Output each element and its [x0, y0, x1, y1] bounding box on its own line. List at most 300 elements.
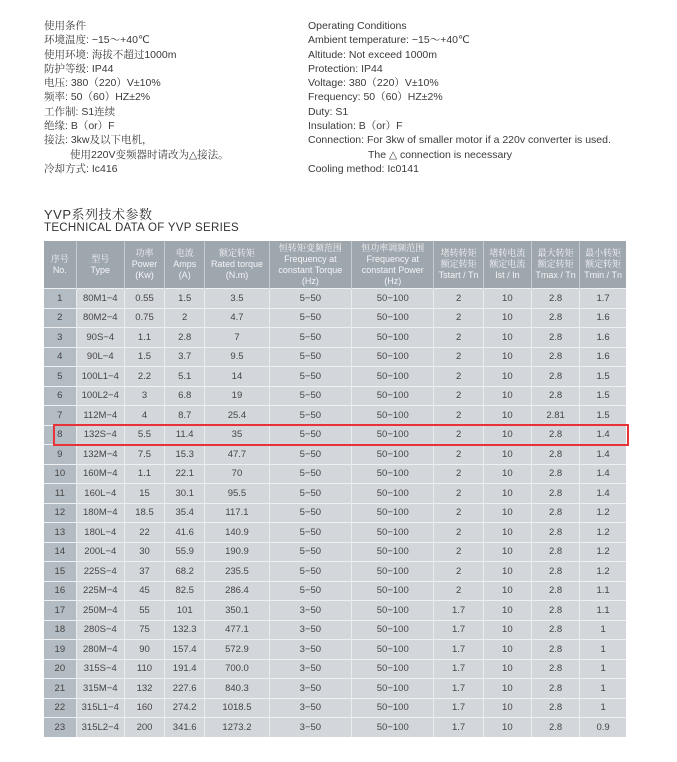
table-row [44, 386, 626, 406]
operating-conditions-chinese [44, 19, 294, 176]
table-cell: 1.7 [434, 640, 483, 660]
condition-line: Protection: IP44 [308, 62, 383, 75]
condition-line: Duty: S1 [308, 105, 349, 118]
condition-line: Voltage: 380（220）V±10% [308, 77, 439, 90]
table-cell: 3.7 [165, 347, 205, 367]
table-cell: 132.3 [165, 620, 205, 640]
row-number-cell: 5 [44, 367, 76, 387]
column-header-line: (Hz) [301, 275, 319, 286]
condition-line: Altitude: Not exceed 1000m [308, 48, 437, 61]
table-cell: 50−100 [352, 445, 434, 465]
table-row [44, 562, 626, 582]
column-header-line: 最大转矩 [537, 248, 574, 258]
table-cell: 30 [124, 542, 164, 562]
table-cell: 274.2 [165, 698, 205, 718]
table-row [44, 581, 626, 601]
table-cell: 50−100 [352, 523, 434, 543]
table-cell: 572.9 [205, 640, 269, 660]
table-cell: 50−100 [352, 581, 434, 601]
table-cell: 10 [483, 386, 531, 406]
table-cell: 2.8 [531, 308, 579, 328]
column-header-line: Amps [173, 259, 197, 269]
condition-line: 使用220V变频器时请改为△接法。 [70, 148, 229, 161]
table-cell: 10 [483, 562, 531, 582]
table-cell: 10 [483, 620, 531, 640]
table-cell: 90 [124, 640, 164, 660]
table-cell: 1.4 [580, 425, 626, 445]
table-cell: 1.1 [580, 601, 626, 621]
table-cell: 1.7 [580, 289, 626, 309]
table-cell: 0.9 [580, 718, 626, 737]
table-cell: 10 [483, 484, 531, 504]
table-cell: 227.6 [165, 679, 205, 699]
section-title-cn: YVP系列技术参数 [44, 207, 153, 222]
table-cell: 157.4 [165, 640, 205, 660]
table-cell: 5.1 [165, 367, 205, 387]
table-cell: 1 [580, 679, 626, 699]
table-cell: 6.8 [165, 386, 205, 406]
row-number-cell: 10 [44, 464, 76, 484]
table-cell: 1.4 [580, 464, 626, 484]
table-cell: 8.7 [165, 406, 205, 426]
table-cell: 5−50 [269, 367, 351, 387]
row-number-cell: 8 [44, 425, 76, 445]
table-cell: 341.6 [165, 718, 205, 737]
table-row [44, 308, 626, 328]
table-cell: 1.5 [124, 347, 164, 367]
column-header-line: 恒转矩变频范围 [278, 242, 342, 253]
table-cell: 1.7 [434, 718, 483, 737]
table-cell: 5−50 [269, 484, 351, 504]
table-cell: 50−100 [352, 328, 434, 348]
table-cell: 2.81 [531, 406, 579, 426]
table-cell: 180L−4 [76, 523, 124, 543]
table-cell: 2 [434, 523, 483, 543]
table-row [44, 640, 626, 660]
row-number-cell: 23 [44, 718, 76, 737]
table-cell: 50−100 [352, 698, 434, 718]
table-cell: 2 [434, 406, 483, 426]
table-cell: 5−50 [269, 581, 351, 601]
condition-line: Insulation: B（or）F [308, 120, 403, 133]
table-cell: 840.3 [205, 679, 269, 699]
column-header [76, 241, 124, 289]
table-cell: 5.5 [124, 425, 164, 445]
table-cell: 50−100 [352, 464, 434, 484]
column-header-line: Tmax / Tn [535, 270, 576, 280]
table-cell: 50−100 [352, 367, 434, 387]
column-header-line: Tstart / Tn [438, 270, 479, 280]
column-header [44, 241, 76, 289]
table-cell: 2 [434, 386, 483, 406]
table-cell: 2.8 [531, 620, 579, 640]
column-header-line: Rated torque [210, 259, 263, 269]
table-cell: 1.7 [434, 620, 483, 640]
condition-line: The △ connection is necessary [368, 148, 513, 161]
row-number-cell: 6 [44, 386, 76, 406]
table-cell: 3−50 [269, 679, 351, 699]
table-cell: 160 [124, 698, 164, 718]
table-cell: 2 [434, 445, 483, 465]
column-header-line: 额定转矩 [218, 248, 255, 258]
table-cell: 1 [580, 659, 626, 679]
table-cell: 2.8 [531, 425, 579, 445]
table-cell: 191.4 [165, 659, 205, 679]
table-cell: 2 [434, 289, 483, 309]
table-cell: 80M2−4 [76, 308, 124, 328]
table-cell: 112M−4 [76, 406, 124, 426]
table-cell: 50−100 [352, 542, 434, 562]
table-cell: 2.8 [531, 679, 579, 699]
table-cell: 5−50 [269, 445, 351, 465]
table-cell: 10 [483, 718, 531, 737]
table-cell: 5−50 [269, 425, 351, 445]
column-header [434, 241, 483, 289]
condition-line: 防护等级: IP44 [44, 62, 114, 75]
table-cell: 10 [483, 523, 531, 543]
table-cell: 160L−4 [76, 484, 124, 504]
table-cell: 2.8 [531, 386, 579, 406]
table-cell: 2.8 [531, 640, 579, 660]
table-cell: 280M−4 [76, 640, 124, 660]
table-cell: 1.1 [580, 581, 626, 601]
table-cell: 10 [483, 659, 531, 679]
table-cell: 1.7 [434, 601, 483, 621]
table-cell: 50−100 [352, 562, 434, 582]
table-cell: 82.5 [165, 581, 205, 601]
table-cell: 50−100 [352, 347, 434, 367]
table-cell: 35.4 [165, 503, 205, 523]
table-cell: 2 [165, 308, 205, 328]
table-cell: 200 [124, 718, 164, 737]
row-number-cell: 18 [44, 620, 76, 640]
table-cell: 132S−4 [76, 425, 124, 445]
table-cell: 315L1−4 [76, 698, 124, 718]
table-row [44, 328, 626, 348]
table-cell: 50−100 [352, 640, 434, 660]
column-header-line: 额定转矩 [440, 259, 477, 269]
condition-line: 使用环境: 海拔不超过1000m [44, 48, 177, 61]
table-cell: 101 [165, 601, 205, 621]
table-cell: 1.7 [434, 698, 483, 718]
conditions-title-cn: 使用条件 [44, 20, 86, 32]
column-header-line: 恒功率调频范围 [361, 242, 425, 253]
condition-line: Connection: For 3kw of smaller motor if a 220v converter is used. [308, 134, 611, 147]
table-cell: 10 [483, 679, 531, 699]
section-title [44, 207, 239, 235]
table-cell: 7 [205, 328, 269, 348]
table-cell: 100L2−4 [76, 386, 124, 406]
column-header-line: (A) [178, 270, 191, 280]
table-cell: 2.8 [531, 581, 579, 601]
table-cell: 2.8 [531, 659, 579, 679]
table-cell: 10 [483, 367, 531, 387]
table-cell: 5−50 [269, 503, 351, 523]
condition-line: Frequency: 50（60）HZ±2% [308, 91, 443, 104]
table-cell: 1.1 [124, 464, 164, 484]
table-cell: 10 [483, 308, 531, 328]
table-cell: 50−100 [352, 659, 434, 679]
table-row [44, 445, 626, 465]
table-cell: 110 [124, 659, 164, 679]
column-header-line: 额定电流 [489, 259, 526, 269]
column-header-line: Ist / In [495, 270, 520, 280]
column-header-line: Frequency at constant Torque [278, 253, 343, 275]
table-cell: 5−50 [269, 308, 351, 328]
row-number-cell: 4 [44, 347, 76, 367]
table-cell: 70 [205, 464, 269, 484]
table-cell: 15.3 [165, 445, 205, 465]
column-header [580, 241, 626, 289]
table-cell: 7.5 [124, 445, 164, 465]
table-cell: 1.6 [580, 347, 626, 367]
table-cell: 2.8 [531, 601, 579, 621]
column-header-line: 序号 [50, 253, 69, 264]
condition-line: 频率: 50（60）HZ±2% [44, 91, 151, 104]
column-header-line: 电流 [175, 248, 194, 258]
row-number-cell: 9 [44, 445, 76, 465]
table-cell: 1.5 [580, 406, 626, 426]
column-header-line: 堵转转矩 [440, 248, 477, 258]
table-cell: 2.8 [531, 542, 579, 562]
column-header [124, 241, 164, 289]
conditions-title-en: Operating Conditions [308, 20, 407, 32]
table-cell: 132 [124, 679, 164, 699]
table-row [44, 367, 626, 387]
table-cell: 11.4 [165, 425, 205, 445]
column-header [483, 241, 531, 289]
table-cell: 117.1 [205, 503, 269, 523]
table-header-row [44, 241, 626, 289]
column-header [165, 241, 205, 289]
table-cell: 3−50 [269, 698, 351, 718]
table-row [44, 542, 626, 562]
table-cell: 50−100 [352, 289, 434, 309]
table-cell: 95.5 [205, 484, 269, 504]
table-row [44, 698, 626, 718]
column-header-line: 额定转矩 [537, 259, 574, 269]
condition-line: Cooling method: Ic0141 [308, 162, 419, 175]
column-header [205, 241, 269, 289]
table-cell: 22.1 [165, 464, 205, 484]
table-cell: 235.5 [205, 562, 269, 582]
table-cell: 2 [434, 425, 483, 445]
table-cell: 1.2 [580, 503, 626, 523]
condition-line: Ambient temperature: −15～+40℃ [308, 34, 470, 47]
table-cell: 1.5 [580, 367, 626, 387]
table-cell: 25.4 [205, 406, 269, 426]
table-cell: 286.4 [205, 581, 269, 601]
table-cell: 50−100 [352, 620, 434, 640]
row-number-cell: 11 [44, 484, 76, 504]
table-row [44, 289, 626, 309]
column-header-line: 型号 [91, 253, 110, 264]
table-cell: 2.8 [531, 523, 579, 543]
table-cell: 4.7 [205, 308, 269, 328]
table-body [44, 289, 626, 737]
row-number-cell: 14 [44, 542, 76, 562]
section-title-en: TECHNICAL DATA OF YVP SERIES [44, 222, 240, 234]
table-cell: 1.2 [580, 562, 626, 582]
table-cell: 10 [483, 698, 531, 718]
table-cell: 5−50 [269, 523, 351, 543]
table-cell: 1 [580, 698, 626, 718]
table-cell: 55.9 [165, 542, 205, 562]
table-cell: 315M−4 [76, 679, 124, 699]
table-cell: 2.8 [165, 328, 205, 348]
table-cell: 1.7 [434, 679, 483, 699]
table-cell: 10 [483, 406, 531, 426]
table-cell: 1.1 [124, 328, 164, 348]
table-cell: 1.6 [580, 308, 626, 328]
row-number-cell: 19 [44, 640, 76, 660]
row-number-cell: 21 [44, 679, 76, 699]
table-cell: 3−50 [269, 620, 351, 640]
table-cell: 132M−4 [76, 445, 124, 465]
column-header [352, 241, 434, 289]
row-number-cell: 12 [44, 503, 76, 523]
table-cell: 1 [580, 620, 626, 640]
table-cell: 5−50 [269, 289, 351, 309]
table-cell: 1.4 [580, 445, 626, 465]
table-cell: 1 [580, 640, 626, 660]
table-cell: 14 [205, 367, 269, 387]
table-cell: 4 [124, 406, 164, 426]
table-cell: 250M−4 [76, 601, 124, 621]
row-number-cell: 17 [44, 601, 76, 621]
table-cell: 3−50 [269, 640, 351, 660]
table-cell: 15 [124, 484, 164, 504]
column-header-line: Power [131, 259, 158, 269]
table-cell: 100L1−4 [76, 367, 124, 387]
table-cell: 50−100 [352, 679, 434, 699]
table-row [44, 406, 626, 426]
table-cell: 2 [434, 581, 483, 601]
row-number-cell: 15 [44, 562, 76, 582]
row-number-cell: 2 [44, 308, 76, 328]
table-cell: 10 [483, 464, 531, 484]
row-number-cell: 20 [44, 659, 76, 679]
table-row [44, 347, 626, 367]
table-cell: 2.8 [531, 503, 579, 523]
table-row [44, 503, 626, 523]
column-header-line: (Hz) [384, 275, 402, 286]
table-cell: 2 [434, 503, 483, 523]
column-header-line: (Kw) [135, 270, 154, 280]
column-header-line: 堵转电流 [489, 248, 526, 258]
table-cell: 68.2 [165, 562, 205, 582]
table-cell: 2.2 [124, 367, 164, 387]
table-cell: 2.8 [531, 347, 579, 367]
table-cell: 90L−4 [76, 347, 124, 367]
table-cell: 140.9 [205, 523, 269, 543]
table-cell: 1018.5 [205, 698, 269, 718]
table-cell: 5−50 [269, 542, 351, 562]
table-cell: 10 [483, 640, 531, 660]
table-cell: 2 [434, 367, 483, 387]
table-cell: 50−100 [352, 425, 434, 445]
column-header-line: 最小转矩 [585, 248, 622, 258]
table-cell: 50−100 [352, 308, 434, 328]
column-header-line: 功率 [135, 248, 154, 258]
table-row [44, 464, 626, 484]
column-header-line: Type [90, 264, 111, 275]
row-number-cell: 1 [44, 289, 76, 309]
table-cell: 50−100 [352, 386, 434, 406]
table-cell: 225M−4 [76, 581, 124, 601]
table-cell: 45 [124, 581, 164, 601]
condition-line: 冷却方式: Ic416 [44, 162, 118, 175]
table-cell: 2.8 [531, 718, 579, 737]
table-cell: 5−50 [269, 406, 351, 426]
table-cell: 10 [483, 425, 531, 445]
column-header-line: No. [52, 264, 67, 275]
table-cell: 2 [434, 542, 483, 562]
table-row [44, 601, 626, 621]
table-cell: 2 [434, 328, 483, 348]
table-cell: 55 [124, 601, 164, 621]
condition-line: 工作制: S1连续 [44, 105, 116, 118]
table-cell: 10 [483, 328, 531, 348]
table-cell: 0.55 [124, 289, 164, 309]
table-cell: 315S−4 [76, 659, 124, 679]
table-cell: 700.0 [205, 659, 269, 679]
table-cell: 10 [483, 445, 531, 465]
table-cell: 1.5 [165, 289, 205, 309]
table-cell: 3.5 [205, 289, 269, 309]
table-cell: 47.7 [205, 445, 269, 465]
technical-data-table [44, 241, 626, 737]
table-cell: 180M−4 [76, 503, 124, 523]
column-header-line: 额定转矩 [585, 259, 622, 269]
table-cell: 1.6 [580, 328, 626, 348]
table-cell: 19 [205, 386, 269, 406]
table-cell: 37 [124, 562, 164, 582]
table-cell: 2.8 [531, 367, 579, 387]
column-header [269, 241, 351, 289]
table-cell: 3−50 [269, 659, 351, 679]
table-cell: 3−50 [269, 601, 351, 621]
table-cell: 30.1 [165, 484, 205, 504]
table-cell: 35 [205, 425, 269, 445]
table-cell: 9.5 [205, 347, 269, 367]
table-cell: 50−100 [352, 718, 434, 737]
table-row [44, 659, 626, 679]
table-cell: 1273.2 [205, 718, 269, 737]
table-cell: 2.8 [531, 289, 579, 309]
table-cell: 22 [124, 523, 164, 543]
table-cell: 225S−4 [76, 562, 124, 582]
row-number-cell: 16 [44, 581, 76, 601]
table-cell: 1.2 [580, 523, 626, 543]
table-cell: 5−50 [269, 386, 351, 406]
table-cell: 18.5 [124, 503, 164, 523]
column-header-line: (N.m) [225, 270, 249, 280]
table-cell: 75 [124, 620, 164, 640]
table-row [44, 425, 626, 445]
table-row [44, 620, 626, 640]
row-number-cell: 7 [44, 406, 76, 426]
table-cell: 280S−4 [76, 620, 124, 640]
table-cell: 3−50 [269, 718, 351, 737]
table-cell: 2 [434, 484, 483, 504]
table-cell: 1.7 [434, 659, 483, 679]
table-cell: 315L2−4 [76, 718, 124, 737]
row-number-cell: 3 [44, 328, 76, 348]
table-cell: 2.8 [531, 445, 579, 465]
table-cell: 2 [434, 347, 483, 367]
table-cell: 5−50 [269, 347, 351, 367]
